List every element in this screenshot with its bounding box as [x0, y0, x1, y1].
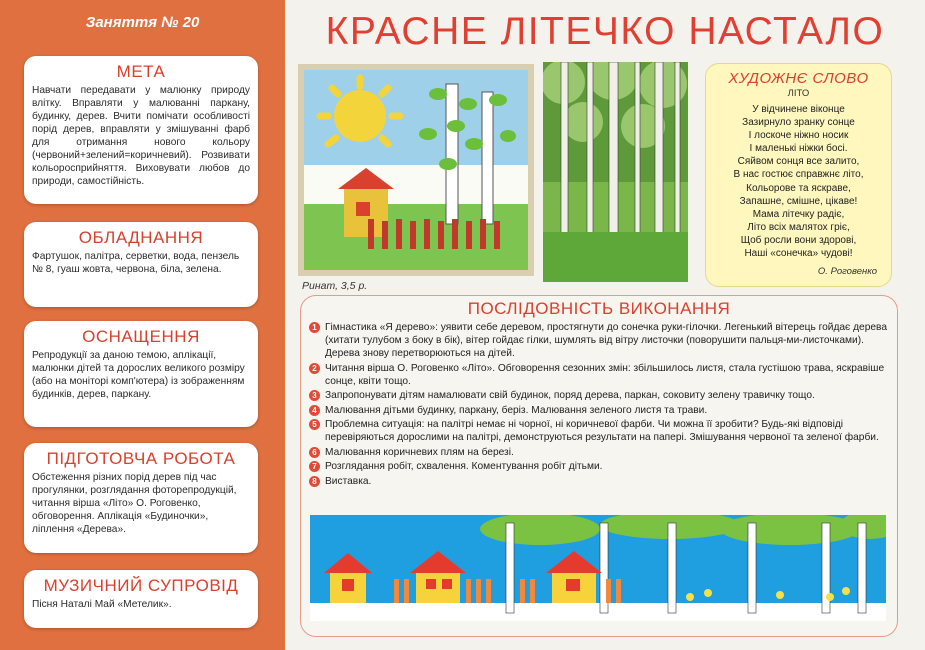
preparation-text: Обстеження різних порід дерев під час прогулянки, розглядання фоторепродукцій, читання вірша «Літо» О. Роговенко, обговорення. Аплікація «Будиночки», ліплення «Дерева».: [32, 472, 237, 535]
step-text: Виставка.: [325, 475, 372, 487]
poem-line: Зазирнуло зранку сонце: [742, 117, 855, 129]
sequence-steps: [301, 321, 897, 488]
step-item: [309, 446, 889, 459]
sequence-heading: ПОСЛІДОВНІСТЬ ВИКОНАННЯ: [467, 299, 731, 318]
poem-box: [705, 63, 892, 287]
left-panel: [0, 0, 285, 650]
poem-author: О. Роговенко: [817, 266, 877, 278]
drawing-caption: Ринат, 3,5 р.: [302, 280, 368, 292]
step-item: [309, 475, 889, 488]
goal-text: Навчати передавати у малюнку природу влітку. Вправляти у малюванні паркану, будинку, дерев. Вчити помічати особливості порід дерев, вправляти у змішуванні фарб для отримання нового кольору (червоний+зелений=коричневий). Розвивати кольоросприйняття. Виховувати любов до природи, самостійність.: [32, 85, 250, 187]
poem-line: Наші «сонечка» чудові!: [744, 248, 853, 260]
poem-line: І лоскоче ніжно носик: [748, 130, 849, 142]
step-item: [309, 418, 889, 444]
poem-title: ЛІТО: [787, 88, 810, 99]
poem-lines: [706, 103, 891, 260]
illustration-strip: [310, 515, 886, 621]
step-text: Гімнастика «Я дерево»: уявити себе деревом, простягнути до сонечка руки-гілочки. Легенький вітерець гойдає дерева (хитати тулубом з боку в бік), вітер гойдає гілки, шумлять від вітру листочки (поворушити пальця-ми-листочками). Дерева знову перетворюються на дітей.: [325, 322, 887, 359]
poem-line: В нас гостює справжнє літо,: [733, 169, 864, 181]
step-number: 7: [309, 461, 320, 472]
step-text: Читання вірша О. Роговенко «Літо». Обговорення сезонних змін: збільшилось листя, стала густішою трава, яскравіше сонце, квіти тощо.: [325, 362, 885, 387]
step-text: Проблемна ситуація: на палітрі немає ні чорної, ні коричневої фарби. Чи можна її зробити? Будь-які відповіді перевіряються дорослими на палітрі, демонструються результати на папері. Змішування червоної та зеленої фарби.: [325, 419, 879, 443]
step-text: Малювання коричневих плям на березі.: [325, 446, 514, 458]
page-title: КРАСНЕ ЛІТЕЧКО НАСТАЛО: [325, 10, 885, 53]
music-title: МУЗИЧНИЙ СУПРОВІД: [43, 576, 239, 595]
poem-line: Щоб росли вони здорові,: [740, 234, 857, 246]
music-card: [24, 570, 258, 628]
poem-line: Кольорове та яскраве,: [746, 182, 851, 194]
materials-text: Репродукції за даною темою, аплікації, малюнки дітей та дорослих великого розміру (або на моніторі комп'ютера) із зображенням будинків, дерев, паркану.: [32, 350, 245, 400]
step-number: 1: [309, 322, 320, 333]
music-text: Пісня Наталі Май «Метелик».: [32, 599, 172, 610]
poem-line: Запашне, смішне, цікаве!: [739, 195, 858, 207]
step-number: 2: [309, 363, 320, 374]
preparation-title: ПІДГОТОВЧА РОБОТА: [46, 449, 236, 468]
step-item: [309, 389, 889, 402]
step-item: [309, 460, 889, 473]
step-number: 6: [309, 447, 320, 458]
step-text: Розглядання робіт, схвалення. Коментування робіт дітьми.: [325, 461, 603, 472]
step-text: Малювання дітьми будинку, паркану, беріз. Малювання зеленого листя та трави.: [325, 404, 708, 416]
step-item: [309, 362, 889, 388]
birch-forest-photo: [543, 62, 688, 282]
preparation-card: [24, 443, 258, 553]
poem-line: У відчинене віконце: [752, 104, 845, 115]
poem-line: Літо всіх малятох гріє,: [747, 221, 850, 233]
step-number: 8: [309, 476, 320, 487]
child-drawing-image: [298, 64, 534, 276]
poem-line: І маленькі ніжки босі.: [749, 143, 848, 155]
materials-title: ОСНАЩЕННЯ: [82, 327, 200, 346]
step-item: [309, 404, 889, 417]
equipment-title: ОБЛАДНАННЯ: [78, 228, 204, 247]
poem-line: Сяйвом сонця все залито,: [737, 156, 860, 168]
step-number: 5: [309, 419, 320, 430]
step-text: Запропонувати дітям намалювати свій будинок, поряд дерева, паркан, соковиту зелену травичку тощо.: [325, 390, 815, 401]
goal-card: [24, 56, 258, 204]
equipment-text: Фартушок, палітра, серветки, вода, пензель № 8, гуаш жовта, червона, біла, зелена.: [32, 251, 240, 275]
step-item: [309, 321, 889, 360]
poem-heading: ХУДОЖНЄ СЛОВО: [728, 70, 869, 87]
equipment-card: [24, 222, 258, 307]
goal-title: МЕТА: [116, 62, 166, 81]
step-number: 3: [309, 390, 320, 401]
lesson-number: Заняття № 20: [85, 14, 200, 31]
poem-line: Мама літечку радіє,: [752, 208, 845, 220]
step-number: 4: [309, 405, 320, 416]
materials-card: [24, 321, 258, 427]
